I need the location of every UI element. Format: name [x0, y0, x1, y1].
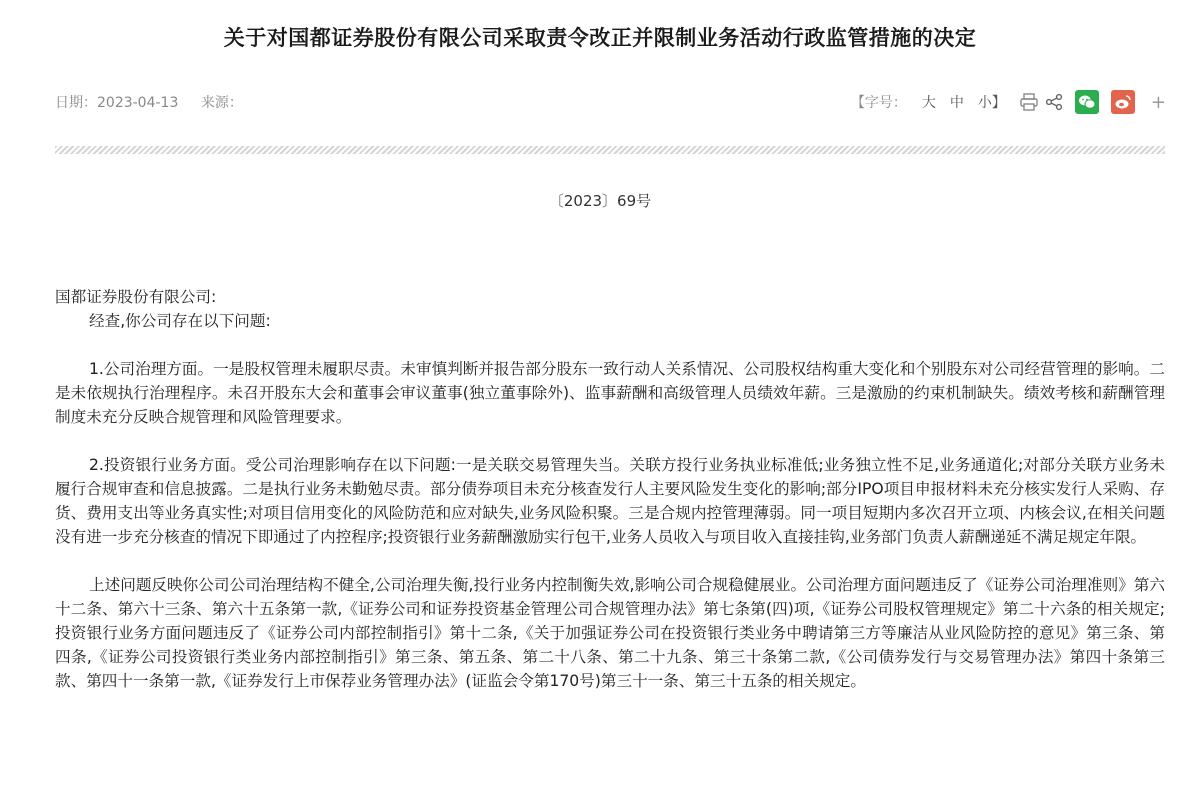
addressee: 国都证券股份有限公司: — [55, 288, 217, 306]
font-size-label: 【字号： — [850, 95, 907, 111]
font-size-medium-button[interactable]: 中 — [949, 95, 964, 111]
weibo-icon[interactable] — [1111, 90, 1135, 114]
font-size-small-button[interactable]: 小】 — [977, 95, 1006, 111]
document-number: 〔2023〕69号 — [548, 192, 652, 210]
print-icon[interactable] — [1019, 93, 1039, 111]
document-body — [55, 285, 1165, 717]
source-label: 来源： — [200, 95, 243, 111]
paragraph: 2.投资银行业务方面。受公司治理影响存在以下问题:一是关联交易管理失当。关联方投行业务执业标准低;业务独立性不足,业务通道化;对部分关联方业务未履行合规审查和信息披露。二是执行业务未勤勉尽责。部分债券项目未充分核查发行人主要风险发生变化的影响;部分IPO项目申报材料未充分核实发行人采购、存货、费用支出等业务真实性;对项目信用变化的风险防范和应对缺失,业务风险积聚。三是合规内控管理薄弱。同一项目短期内多次召开立项、内核会议,在相关问题没有进一步充分核查的情况下即通过了内控程序;投资银行业务薪酬激励实行包干,业务人员收入与项目收入直接挂钩,业务部门负责人薪酬递延不满足规定年限。 — [55, 456, 1165, 546]
publish-date: 日期：2023-04-13 — [55, 95, 179, 111]
header-divider — [55, 146, 1165, 154]
paragraph: 经查,你公司存在以下问题: — [89, 312, 271, 330]
wechat-icon[interactable] — [1075, 90, 1099, 114]
paragraph: 上述问题反映你公司公司治理结构不健全,公司治理失衡,投行业务内控制衡失效,影响公司合规稳健展业。公司治理方面问题违反了《证券公司治理准则》第六十二条、第六十三条、第六十五条第一款,《证券公司和证券投资基金管理公司合规管理办法》第七条第(四)项,《证券公司股权管理规定》第二十六条的相关规定;投资银行业务方面问题违反了《证券公司内部控制指引》第十二条,《关于加强证券公司在投资银行类业务中聘请第三方等廉洁从业风险防控的意见》第三条、第四条,《证券公司投资银行类业务内部控制指引》第三条、第五条、第二十八条、第二十九条、第三十条第二款,《公司债券发行与交易管理办法》第四十条第三款、第四十一条第一款,《证券发行上市保荐业务管理办法》(证监会令第170号)第三十一条、第三十五条的相关规定。 — [55, 576, 1165, 690]
share-icon[interactable] — [1045, 93, 1063, 111]
more-share-button[interactable]: + — [1150, 91, 1166, 113]
article-meta — [55, 92, 261, 112]
paragraph: 1.公司治理方面。一是股权管理未履职尽责。未审慎判断并报告部分股东一致行动人关系情况、公司股权结构重大变化和个别股东对公司经营管理的影响。二是未依规执行治理程序。未召开股东大会和董事会审议董事(独立董事除外)、监事薪酬和高级管理人员绩效年薪。三是激励的约束机制缺失。绩效考核和薪酬管理制度未充分反映合规管理和风险管理要求。 — [55, 360, 1165, 426]
page-title: 关于对国都证券股份有限公司采取责令改正并限制业务活动行政监管措施的决定 — [223, 26, 977, 50]
article-toolbar — [851, 90, 1166, 114]
font-size-large-button[interactable]: 大 — [921, 95, 936, 111]
